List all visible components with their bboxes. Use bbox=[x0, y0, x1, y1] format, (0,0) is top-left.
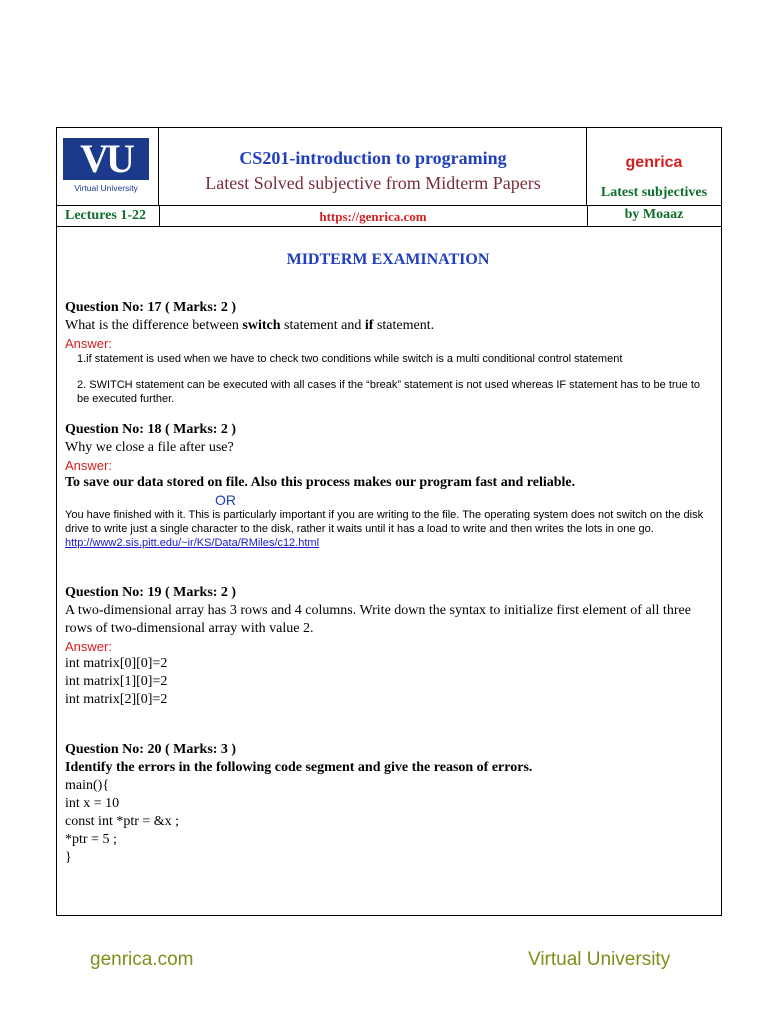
question-text: Why we close a file after use? bbox=[65, 440, 234, 455]
question-header: Question No: 19 ( Marks: 2 ) bbox=[65, 585, 237, 600]
question-19 bbox=[65, 584, 711, 709]
latest-by-moaaz: by Moaaz bbox=[624, 207, 684, 222]
question-text: What is the difference between switch statement and if statement. bbox=[65, 318, 435, 333]
code-line: } bbox=[65, 850, 72, 865]
answer-text: You have finished with it. This is particularly important if you are writing to the file. The operating system does not switch on the disk drive to write just a single character to the disk, rather it waits until it has a load to write and then writes the lots in one go. bbox=[65, 509, 704, 535]
or-separator: OR bbox=[215, 492, 236, 508]
question-20 bbox=[65, 741, 711, 867]
latest-subjectives: Latest subjectives bbox=[600, 185, 708, 200]
document-frame bbox=[56, 127, 722, 916]
course-title: CS201-introduction to programing bbox=[239, 148, 507, 168]
code-line: int matrix[2][0]=2 bbox=[65, 692, 168, 707]
answer-bold: To save our data stored on file. Also this process makes our program fast and reliable. bbox=[65, 475, 576, 490]
answer-label: Answer: bbox=[65, 458, 112, 473]
reference-link[interactable]: http://www2.sis.pitt.edu/~ir/KS/Data/RMiles/c12.html bbox=[65, 537, 320, 549]
code-line: int matrix[0][0]=2 bbox=[65, 656, 168, 671]
logo-cell bbox=[57, 128, 159, 205]
title-cell bbox=[159, 128, 587, 205]
code-line: const int *ptr = &x ; bbox=[65, 814, 180, 829]
answer-label: Answer: bbox=[65, 336, 112, 351]
question-header: Question No: 18 ( Marks: 2 ) bbox=[65, 422, 237, 437]
code-line: *ptr = 5 ; bbox=[65, 832, 117, 847]
question-text: A two-dimensional array has 3 rows and 4 columns. Write down the syntax to initialize first element of all three rows of two-dimensional array with value 2. bbox=[65, 603, 691, 636]
lectures-range: Lectures 1-22 bbox=[65, 208, 146, 223]
code-line: main(){ bbox=[65, 778, 110, 793]
answer-text: 2. SWITCH statement can be executed with all cases if the “break” statement is not used whereas IF statement has to be true to be executed further. bbox=[77, 379, 701, 405]
vu-logo-caption: Virtual University bbox=[74, 183, 138, 193]
course-subtitle: Latest Solved subjective from Midterm Papers bbox=[205, 173, 541, 193]
question-text: Identify the errors in the following code segment and give the reason of errors. bbox=[65, 760, 533, 775]
brand-name: genrica bbox=[625, 154, 683, 171]
vu-logo-text: VU bbox=[80, 136, 132, 181]
footer-university: Virtual University bbox=[528, 949, 671, 970]
question-18 bbox=[65, 421, 711, 550]
brand-cell bbox=[587, 128, 721, 205]
exam-title: MIDTERM EXAMINATION bbox=[286, 251, 490, 268]
answer-text: 1.if statement is used when we have to check two conditions while switch is a multi conditional control statement bbox=[77, 353, 623, 365]
code-line: int x = 10 bbox=[65, 796, 120, 811]
header-url-link[interactable]: https://genrica.com bbox=[319, 209, 427, 224]
vu-logo bbox=[63, 138, 149, 193]
footer-site: genrica.com bbox=[90, 949, 194, 970]
header-table bbox=[57, 128, 721, 206]
exam-content bbox=[65, 248, 711, 867]
vu-logo-mark bbox=[63, 138, 149, 180]
question-17 bbox=[65, 299, 711, 406]
answer-label: Answer: bbox=[65, 639, 112, 654]
question-header: Question No: 20 ( Marks: 3 ) bbox=[65, 742, 237, 757]
question-header: Question No: 17 ( Marks: 2 ) bbox=[65, 300, 237, 315]
code-line: int matrix[1][0]=2 bbox=[65, 674, 168, 689]
